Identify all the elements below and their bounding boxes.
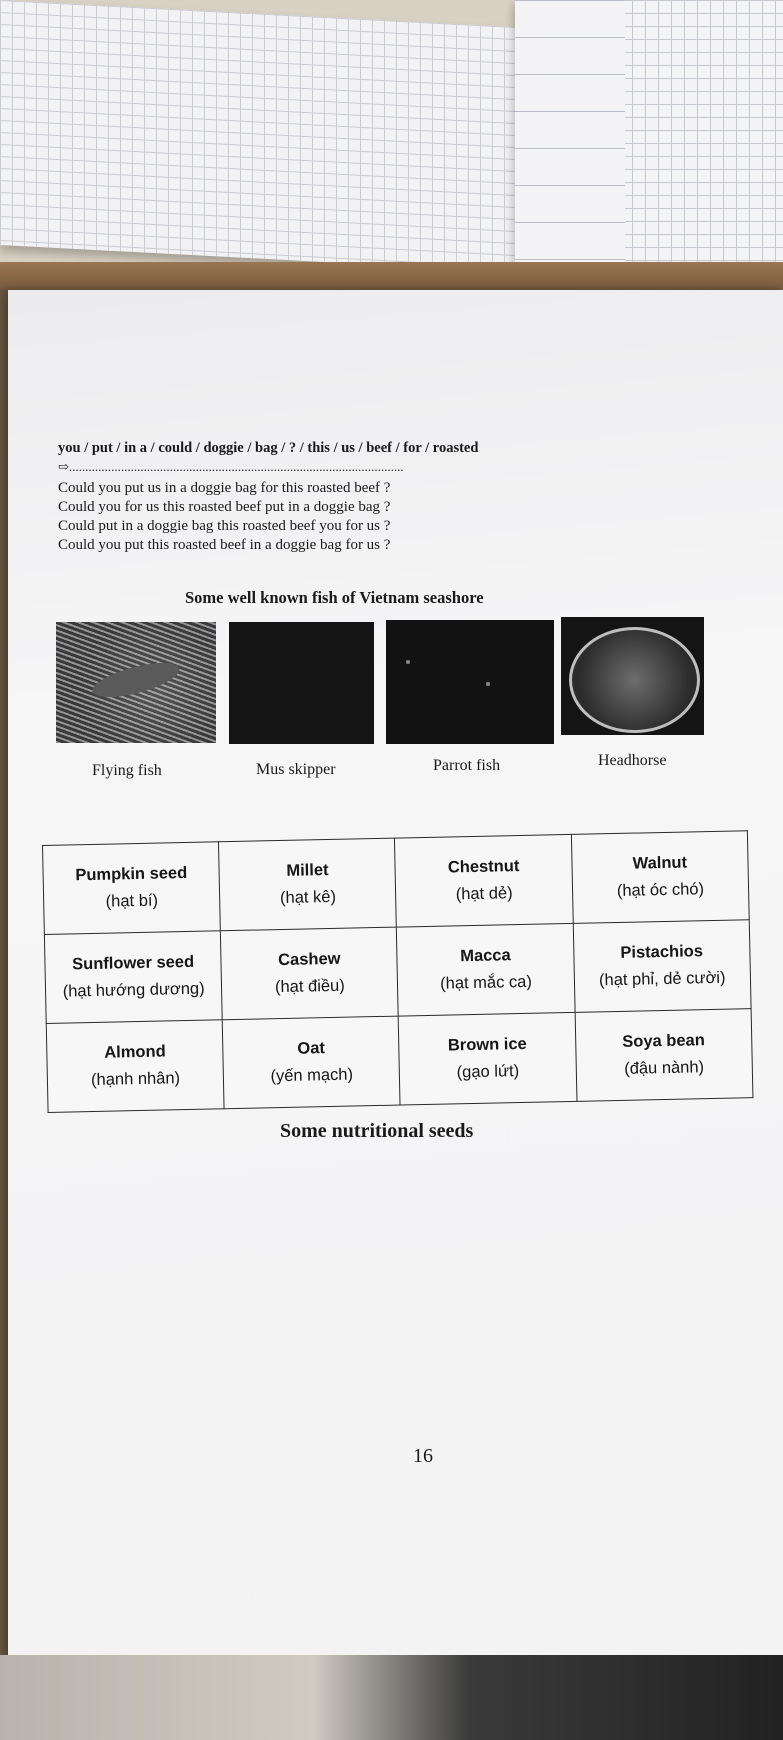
- lined-strip: [515, 0, 625, 262]
- answer-option: Could you for us this roasted beef put in a doggie bag ?: [58, 499, 391, 515]
- headhorse-photo: [561, 617, 704, 735]
- seed-cell: [43, 842, 221, 935]
- answer-option: Could you put this roasted beef in a doggie bag for us ?: [58, 537, 391, 553]
- seed-name: Cashew: [277, 949, 341, 970]
- exercise-prompt: you / put / in a / could / doggie / bag / ? / this / us / beef / for / roasted: [58, 440, 479, 456]
- seed-translation: (hạt kê): [279, 887, 337, 908]
- seed-translation: (hạnh nhân): [90, 1069, 181, 1090]
- seed-name: Almond: [104, 1042, 166, 1062]
- sentence-exercise: [58, 440, 618, 555]
- answer-option: Could put in a doggie bag this roasted beef you for us ?: [58, 518, 391, 534]
- seed-name: Chestnut: [447, 857, 520, 877]
- seed-name: Oat: [297, 1039, 326, 1058]
- graph-paper-right: [515, 0, 783, 262]
- seed-cell: [395, 834, 573, 927]
- background-floor: [0, 1655, 783, 1740]
- seed-cell: [222, 1016, 400, 1109]
- fish-caption: Headhorse: [598, 752, 667, 769]
- fish-section-title: Some well known fish of Vietnam seashore: [185, 588, 484, 607]
- seed-translation: (hạt óc chó): [616, 880, 705, 900]
- seed-translation: (yến mạch): [270, 1065, 354, 1086]
- seed-translation: (hạt phỉ, dẻ cười): [598, 968, 726, 990]
- seed-cell: [399, 1012, 577, 1105]
- seed-name: Brown ice: [447, 1034, 527, 1055]
- graph-paper-left: [0, 0, 515, 272]
- seed-name: Pumpkin seed: [75, 863, 188, 885]
- seed-name: Sunflower seed: [71, 952, 195, 974]
- seed-translation: (hạt điều): [274, 976, 345, 997]
- page-number: 16: [413, 1445, 433, 1467]
- table-row: [44, 920, 751, 1024]
- seed-cell: [397, 923, 575, 1016]
- fish-shape: [89, 656, 183, 704]
- seed-cell: [44, 931, 222, 1024]
- dotted-answer-blank: .......................................................................................................: [68, 459, 404, 474]
- answer-option: Could you put us in a doggie bag for this roasted beef ?: [58, 480, 391, 496]
- seed-translation: (đậu nành): [624, 1058, 705, 1078]
- seed-name: Soya bean: [622, 1031, 706, 1051]
- seed-cell: [221, 927, 399, 1020]
- photo-speck: [406, 660, 410, 664]
- arrow-icon: ⇨: [58, 459, 69, 474]
- background-notebook: [0, 0, 783, 275]
- fish-caption: Mus skipper: [256, 761, 336, 778]
- wooden-table-edge: [0, 262, 783, 290]
- answer-line: [58, 459, 618, 475]
- table-row: [43, 831, 750, 935]
- seed-name: Walnut: [632, 853, 688, 873]
- parrot-fish-photo: [386, 620, 554, 744]
- fish-caption: Flying fish: [92, 762, 162, 779]
- seed-cell: [219, 838, 397, 931]
- seed-translation: (hạt dẻ): [455, 884, 513, 904]
- seeds-table-caption: Some nutritional seeds: [280, 1120, 474, 1142]
- seed-name: Millet: [286, 861, 329, 880]
- photo-speck: [486, 682, 490, 686]
- seed-cell: [46, 1020, 224, 1113]
- seed-cell: [571, 831, 749, 924]
- flying-fish-photo: [56, 622, 216, 743]
- plate-shape: [569, 627, 700, 733]
- fish-caption: Parrot fish: [433, 757, 501, 774]
- seeds-table: [42, 830, 753, 1113]
- seed-cell: [575, 1009, 753, 1102]
- seed-translation: (hạt hướng dương): [62, 979, 205, 1001]
- seed-translation: (gạo lứt): [456, 1062, 520, 1082]
- seed-name: Macca: [460, 946, 511, 966]
- seed-name: Pistachios: [620, 942, 704, 962]
- table-row: [46, 1009, 753, 1113]
- seed-translation: (hạt bí): [105, 891, 159, 911]
- seed-translation: (hạt mắc ca): [439, 972, 533, 993]
- mus-skipper-photo: [229, 622, 374, 744]
- seed-cell: [573, 920, 751, 1013]
